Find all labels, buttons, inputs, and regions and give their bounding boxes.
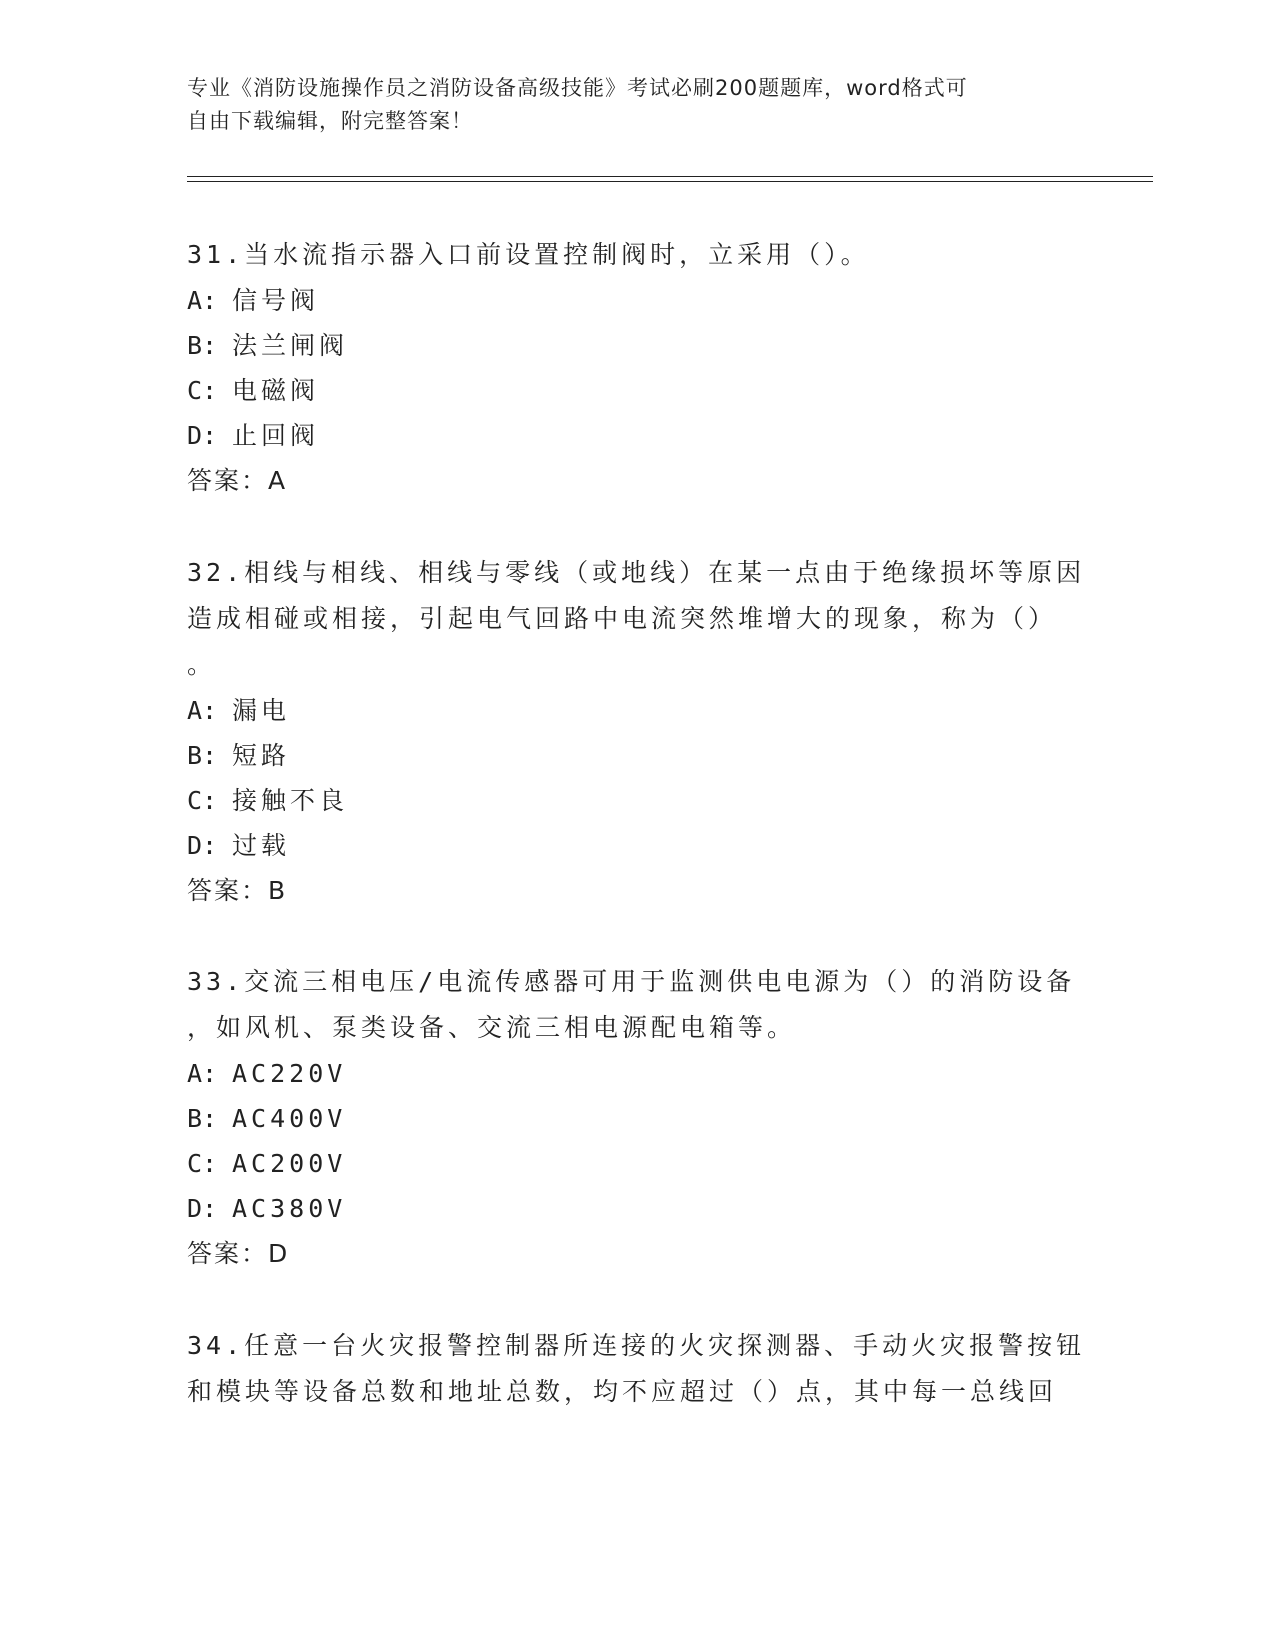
option-a	[187, 688, 1087, 733]
option-key: D:	[187, 1194, 218, 1223]
question-33	[187, 959, 1087, 1277]
answer-label: 答案：	[187, 466, 269, 495]
option-key: A:	[187, 286, 218, 315]
option-text: 接触不良	[232, 786, 349, 815]
option-b	[187, 733, 1087, 778]
answer-line	[187, 458, 1087, 504]
option-text: 短路	[232, 741, 291, 770]
option-key: A:	[187, 1059, 218, 1088]
option-d	[187, 413, 1087, 458]
option-a	[187, 1051, 1087, 1096]
answer-value: B	[268, 876, 288, 905]
option-text: 过载	[232, 831, 291, 860]
question-stem-line-2: 和模块等设备总数和地址总数，均不应超过（）点，其中每一总线回	[187, 1377, 1058, 1406]
answer-label: 答案：	[187, 1239, 269, 1268]
answer-value: A	[268, 466, 288, 495]
option-text: AC400V	[232, 1104, 347, 1133]
header-line-1: 专业《消防设施操作员之消防设备高级技能》考试必刷200题题库，word格式可	[187, 76, 968, 100]
option-key: C:	[187, 1149, 218, 1178]
option-key: C:	[187, 786, 218, 815]
option-b	[187, 323, 1087, 368]
question-stem-line-1: 33.交流三相电压/电流传感器可用于监测供电电源为（）的消防设备	[187, 967, 1076, 996]
option-text: AC380V	[232, 1194, 347, 1223]
option-d	[187, 823, 1087, 868]
question-stem-line-2: 造成相碰或相接，引起电气回路中电流突然堆增大的现象，称为（）	[187, 604, 1058, 633]
option-key: D:	[187, 421, 218, 450]
option-text: 电磁阀	[232, 376, 320, 405]
option-text: 法兰闸阀	[232, 331, 349, 360]
question-31	[187, 232, 1087, 504]
option-key: B:	[187, 331, 218, 360]
option-text: AC220V	[232, 1059, 347, 1088]
option-text: AC200V	[232, 1149, 347, 1178]
option-key: A:	[187, 696, 218, 725]
question-stem-line-2: ，如风机、泵类设备、交流三相电源配电箱等。	[187, 1013, 797, 1042]
answer-line	[187, 1231, 1087, 1277]
question-34	[187, 1323, 1087, 1415]
question-32	[187, 550, 1087, 914]
option-text: 止回阀	[232, 421, 320, 450]
option-a	[187, 278, 1087, 323]
answer-line	[187, 868, 1087, 914]
question-stem: 31.当水流指示器入口前设置控制阀时，立采用（）。	[187, 240, 870, 269]
option-d	[187, 1186, 1087, 1231]
option-text: 信号阀	[232, 286, 320, 315]
option-key: C:	[187, 376, 218, 405]
answer-label: 答案：	[187, 876, 269, 905]
question-stem-line-3: 。	[187, 650, 217, 679]
option-key: B:	[187, 1104, 218, 1133]
option-c	[187, 778, 1087, 823]
option-b	[187, 1096, 1087, 1141]
option-c	[187, 368, 1087, 413]
option-c	[187, 1141, 1087, 1186]
option-text: 漏电	[232, 696, 291, 725]
option-key: B:	[187, 741, 218, 770]
answer-value: D	[268, 1239, 290, 1268]
document-header	[187, 72, 1067, 138]
question-stem-line-1: 34.任意一台火灾报警控制器所连接的火灾探测器、手动火灾报警按钮	[187, 1331, 1086, 1360]
question-stem-line-1: 32.相线与相线、相线与零线（或地线）在某一点由于绝缘损坏等原因	[187, 558, 1086, 587]
option-key: D:	[187, 831, 218, 860]
header-divider-top	[187, 176, 1153, 177]
header-line-2: 自由下载编辑，附完整答案！	[187, 109, 473, 133]
header-divider-bottom	[187, 181, 1153, 182]
